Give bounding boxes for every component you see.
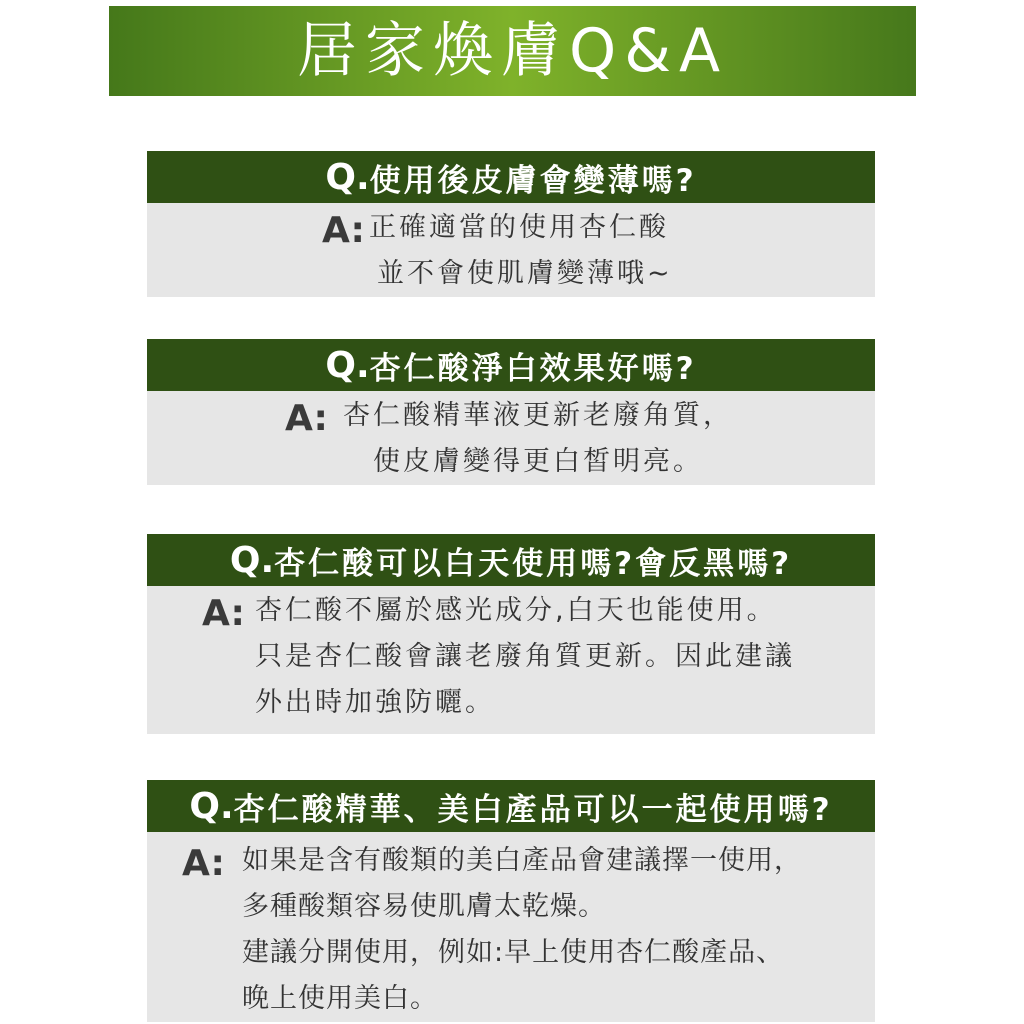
question-text: 杏仁酸精華、美白產品可以一起使用嗎?	[233, 791, 833, 828]
question-text: 杏仁酸淨白效果好嗎?	[369, 350, 697, 387]
title-banner	[109, 6, 916, 96]
answer-line: 如果是含有酸類的美白產品會建議擇一使用，	[242, 845, 802, 876]
answer-line: 建議分開使用，例如:早上使用杏仁酸產品、	[242, 937, 785, 968]
question-bar	[147, 151, 875, 203]
answer-box	[147, 832, 875, 1022]
answer-line: 正確適當的使用杏仁酸	[369, 212, 669, 243]
answer-marker: A:	[202, 593, 245, 634]
answer-box	[147, 391, 875, 485]
qa-item-1	[147, 151, 875, 297]
question-bar	[147, 780, 875, 832]
page-title: 居家煥膚Q&A	[296, 16, 729, 86]
qa-item-3	[147, 534, 875, 734]
question-marker: Q.	[325, 156, 370, 198]
answer-box	[147, 203, 875, 297]
answer-marker: A:	[285, 398, 328, 439]
question-marker: Q.	[189, 785, 234, 827]
question-text: 使用後皮膚會變薄嗎?	[369, 162, 697, 199]
answer-text	[255, 588, 795, 726]
answer-marker: A:	[322, 210, 365, 251]
answer-line: 晚上使用美白。	[242, 983, 438, 1014]
question-marker: Q.	[229, 539, 275, 581]
answer-text	[343, 393, 733, 485]
answer-line: 使皮膚變得更白皙明亮。	[373, 446, 703, 477]
qa-item-2	[147, 339, 875, 485]
answer-line: 並不會使肌膚變薄哦~	[377, 258, 673, 289]
answer-line: 杏仁酸不屬於感光成分,白天也能使用。	[255, 595, 777, 626]
answer-text	[242, 838, 802, 1022]
answer-box	[147, 586, 875, 734]
question-text: 杏仁酸可以白天使用嗎?會反黑嗎?	[274, 545, 793, 582]
question-bar	[147, 534, 875, 586]
answer-line: 多種酸類容易使肌膚太乾燥。	[242, 891, 606, 922]
answer-line: 只是杏仁酸會讓老廢角質更新。因此建議	[255, 641, 795, 672]
answer-text	[369, 205, 673, 297]
question-marker: Q.	[325, 344, 370, 386]
answer-line: 外出時加強防曬。	[255, 687, 495, 718]
qa-item-4	[147, 780, 875, 1022]
question-bar	[147, 339, 875, 391]
answer-line: 杏仁酸精華液更新老廢角質，	[343, 400, 733, 431]
answer-marker: A:	[182, 843, 225, 884]
